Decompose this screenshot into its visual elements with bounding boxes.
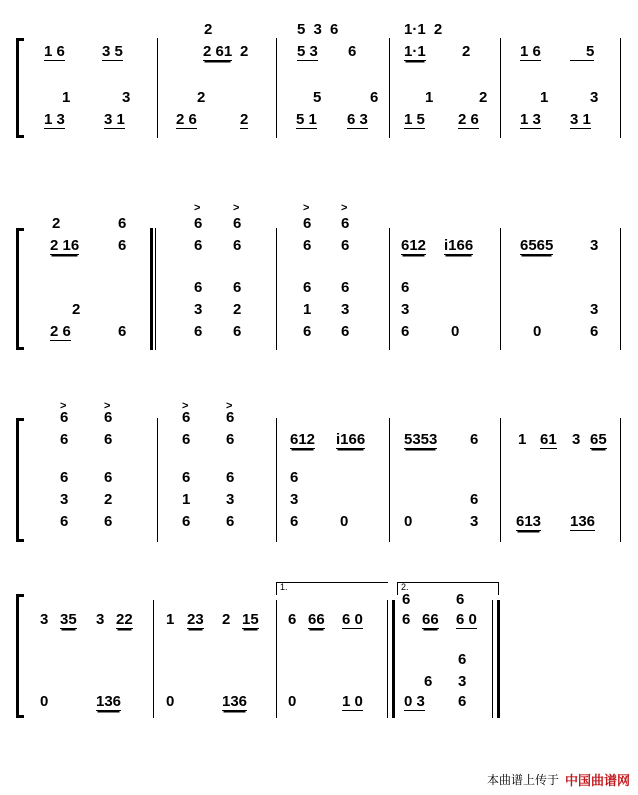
note-group: 15 bbox=[242, 611, 259, 628]
barline bbox=[620, 228, 621, 350]
note-group: 2 bbox=[197, 89, 206, 106]
note-group: 6 bbox=[341, 279, 350, 296]
barline bbox=[157, 38, 158, 138]
system-4 bbox=[0, 580, 638, 720]
note-group: 2 bbox=[222, 611, 231, 628]
barline bbox=[389, 228, 390, 350]
barline bbox=[389, 38, 390, 138]
note-group: 6 3 bbox=[347, 111, 368, 128]
barline bbox=[155, 228, 156, 350]
note-group: 3 bbox=[226, 491, 235, 508]
footer-text: 本曲谱上传于 bbox=[486, 773, 559, 787]
note-group: 136 bbox=[570, 513, 596, 530]
note-group: 1 bbox=[425, 89, 434, 106]
note-group: 6 bbox=[104, 409, 113, 426]
note-group: 6 bbox=[194, 323, 203, 340]
accent-mark: > bbox=[341, 202, 348, 214]
note-group: 6 bbox=[458, 651, 467, 668]
note-group: 22 bbox=[116, 611, 133, 628]
barline bbox=[387, 600, 388, 718]
note-group: 66 bbox=[308, 611, 325, 628]
note-group: 6 bbox=[233, 279, 242, 296]
note-group: 6565 bbox=[520, 237, 554, 254]
barline bbox=[389, 418, 390, 542]
barline bbox=[620, 418, 621, 542]
note-group: 6 bbox=[182, 409, 191, 426]
system-3 bbox=[0, 400, 638, 545]
barline bbox=[500, 228, 501, 350]
note-group: 0 3 bbox=[404, 693, 425, 710]
note-group: 1 bbox=[166, 611, 175, 628]
volta-1 bbox=[276, 582, 388, 595]
note-group: 0 bbox=[533, 323, 542, 340]
accent-mark: > bbox=[226, 400, 233, 412]
note-group: 1 3 bbox=[520, 111, 541, 128]
system-brace bbox=[16, 418, 27, 542]
note-group: 2 bbox=[240, 43, 249, 60]
note-group: 1 bbox=[303, 301, 312, 318]
note-group: 6 bbox=[226, 469, 235, 486]
note-group: 6 bbox=[424, 673, 433, 690]
note-group: 2 bbox=[233, 301, 242, 318]
accent-mark: > bbox=[194, 202, 201, 214]
note-group: 6 bbox=[182, 431, 191, 448]
note-group: 6 bbox=[226, 513, 235, 530]
repeat-end-barline bbox=[392, 600, 395, 718]
barline bbox=[276, 418, 277, 542]
note-group: 6 bbox=[60, 469, 69, 486]
note-group: 3 bbox=[40, 611, 49, 628]
note-group: 6 bbox=[341, 215, 350, 232]
volta-1-label: 1. bbox=[280, 582, 288, 592]
note-group: 6 bbox=[348, 43, 357, 60]
note-group: 2 bbox=[204, 21, 213, 38]
note-group: 6 bbox=[303, 323, 312, 340]
repeat-start-barline bbox=[150, 228, 153, 350]
barline bbox=[500, 418, 501, 542]
accent-mark: > bbox=[182, 400, 189, 412]
system-brace bbox=[16, 38, 27, 138]
note-group: 6 0 bbox=[456, 611, 477, 628]
note-group: 1 5 bbox=[404, 111, 425, 128]
note-group: 3 bbox=[194, 301, 203, 318]
note-group: 6 bbox=[60, 409, 69, 426]
note-group: 6 bbox=[104, 431, 113, 448]
note-group: 6 bbox=[341, 237, 350, 254]
note-group: 0 bbox=[451, 323, 460, 340]
note-group: 6 bbox=[104, 469, 113, 486]
note-group: 5353 bbox=[404, 431, 438, 448]
note-group: 3 bbox=[590, 237, 599, 254]
note-group: 3 bbox=[590, 301, 599, 318]
note-group: 6 bbox=[401, 323, 410, 340]
note-group: 6 bbox=[194, 237, 203, 254]
note-group: 1 bbox=[518, 431, 527, 448]
note-group: 2 bbox=[479, 89, 488, 106]
note-group: i166 bbox=[336, 431, 366, 448]
note-group: 5 3 bbox=[297, 43, 318, 60]
note-group: 65 bbox=[590, 431, 607, 448]
note-group: 613 bbox=[516, 513, 542, 530]
note-group: 3 bbox=[458, 673, 467, 690]
note-group: 612 bbox=[401, 237, 427, 254]
note-group: 612 bbox=[290, 431, 316, 448]
note-group: 6 0 bbox=[342, 611, 363, 628]
note-group: 1·1 2 bbox=[404, 21, 443, 38]
note-group: 6 bbox=[456, 591, 465, 608]
note-group: 0 bbox=[340, 513, 349, 530]
note-group: 1 bbox=[62, 89, 71, 106]
note-group: 1 6 bbox=[520, 43, 541, 60]
note-group: 6 bbox=[303, 215, 312, 232]
note-group: 23 bbox=[187, 611, 204, 628]
site-logo[interactable]: 中国曲谱网 bbox=[564, 773, 630, 788]
note-group: 6 bbox=[370, 89, 379, 106]
note-group: 2 bbox=[52, 215, 61, 232]
note-group: 61 bbox=[540, 431, 557, 448]
note-group: 6 bbox=[290, 469, 299, 486]
note-group: 6 bbox=[458, 693, 467, 710]
note-group: 6 bbox=[470, 431, 479, 448]
note-group: 6 bbox=[402, 591, 411, 608]
note-group: 6 bbox=[470, 491, 479, 508]
note-group: 1 bbox=[540, 89, 549, 106]
note-group: 2 61 bbox=[203, 43, 233, 60]
note-group: 6 bbox=[182, 469, 191, 486]
accent-mark: > bbox=[303, 202, 310, 214]
barline bbox=[157, 418, 158, 542]
note-group: 3 bbox=[572, 431, 581, 448]
note-group: 6 bbox=[226, 409, 235, 426]
note-group: 2 6 bbox=[50, 323, 71, 340]
note-group: 136 bbox=[222, 693, 248, 710]
barline bbox=[500, 38, 501, 138]
note-group: 6 bbox=[402, 611, 411, 628]
volta-2-label: 2. bbox=[401, 582, 409, 592]
note-group: 3 bbox=[96, 611, 105, 628]
note-group: 2 bbox=[240, 111, 249, 128]
note-group: 2 bbox=[104, 491, 113, 508]
accent-mark: > bbox=[104, 400, 111, 412]
note-group: 6 bbox=[401, 279, 410, 296]
note-group: 3 bbox=[590, 89, 599, 106]
note-group: 6 bbox=[341, 323, 350, 340]
system-1 bbox=[0, 21, 638, 142]
barline bbox=[276, 38, 277, 138]
note-group: 6 bbox=[303, 279, 312, 296]
note-group: 1 bbox=[182, 491, 191, 508]
note-group: 2 bbox=[462, 43, 471, 60]
note-group: 6 bbox=[60, 513, 69, 530]
note-group: 0 bbox=[288, 693, 297, 710]
note-group: 3 bbox=[60, 491, 69, 508]
note-group: 2 6 bbox=[458, 111, 479, 128]
barline bbox=[620, 38, 621, 138]
footer bbox=[487, 770, 630, 789]
note-group: 1·1 bbox=[404, 43, 426, 60]
note-group: 0 bbox=[404, 513, 413, 530]
note-group: 3 5 bbox=[102, 43, 123, 60]
note-group: 6 bbox=[118, 323, 127, 340]
note-group: 6 bbox=[118, 215, 127, 232]
note-group: 6 bbox=[303, 237, 312, 254]
note-group: 5 bbox=[570, 44, 594, 61]
note-group: 6 bbox=[182, 513, 191, 530]
accent-mark: > bbox=[60, 400, 67, 412]
note-group: 136 bbox=[96, 693, 122, 710]
note-group: 6 bbox=[118, 237, 127, 254]
accent-mark: > bbox=[233, 202, 240, 214]
note-group: 35 bbox=[60, 611, 77, 628]
volta-2 bbox=[397, 582, 499, 595]
barline bbox=[153, 600, 154, 718]
barline bbox=[276, 600, 277, 718]
note-group: 5 bbox=[313, 89, 322, 106]
note-group: 6 bbox=[590, 323, 599, 340]
note-group: 2 6 bbox=[176, 111, 197, 128]
note-group: 6 bbox=[233, 215, 242, 232]
note-group: 6 bbox=[104, 513, 113, 530]
note-group: 0 bbox=[166, 693, 175, 710]
note-group: 1 0 bbox=[342, 693, 363, 710]
note-group: 6 bbox=[288, 611, 297, 628]
system-2 bbox=[0, 202, 638, 354]
note-group: 3 1 bbox=[570, 111, 591, 128]
note-group: 3 bbox=[401, 301, 410, 318]
note-group: 2 16 bbox=[50, 237, 80, 254]
note-group: 6 bbox=[194, 279, 203, 296]
note-group: 0 bbox=[40, 693, 49, 710]
note-group: 3 bbox=[470, 513, 479, 530]
note-group: 1 3 bbox=[44, 111, 65, 128]
system-brace bbox=[16, 594, 27, 718]
final-barline-thin bbox=[492, 600, 493, 718]
note-group: 3 bbox=[341, 301, 350, 318]
note-group: 66 bbox=[422, 611, 439, 628]
note-group: 6 bbox=[194, 215, 203, 232]
final-barline-thick bbox=[497, 600, 500, 718]
note-group: 6 bbox=[226, 431, 235, 448]
note-group: 1 6 bbox=[44, 43, 65, 60]
note-group: 3 bbox=[122, 89, 131, 106]
barline bbox=[276, 228, 277, 350]
note-group: 6 bbox=[233, 237, 242, 254]
note-group: 5 1 bbox=[296, 111, 317, 128]
note-group: 6 bbox=[60, 431, 69, 448]
system-brace bbox=[16, 228, 27, 350]
note-group: 5 3 6 bbox=[297, 21, 339, 38]
note-group: 6 bbox=[290, 513, 299, 530]
note-group: i166 bbox=[444, 237, 474, 254]
note-group: 3 bbox=[290, 491, 299, 508]
note-group: 6 bbox=[233, 323, 242, 340]
note-group: 3 1 bbox=[104, 111, 125, 128]
note-group: 2 bbox=[72, 301, 81, 318]
